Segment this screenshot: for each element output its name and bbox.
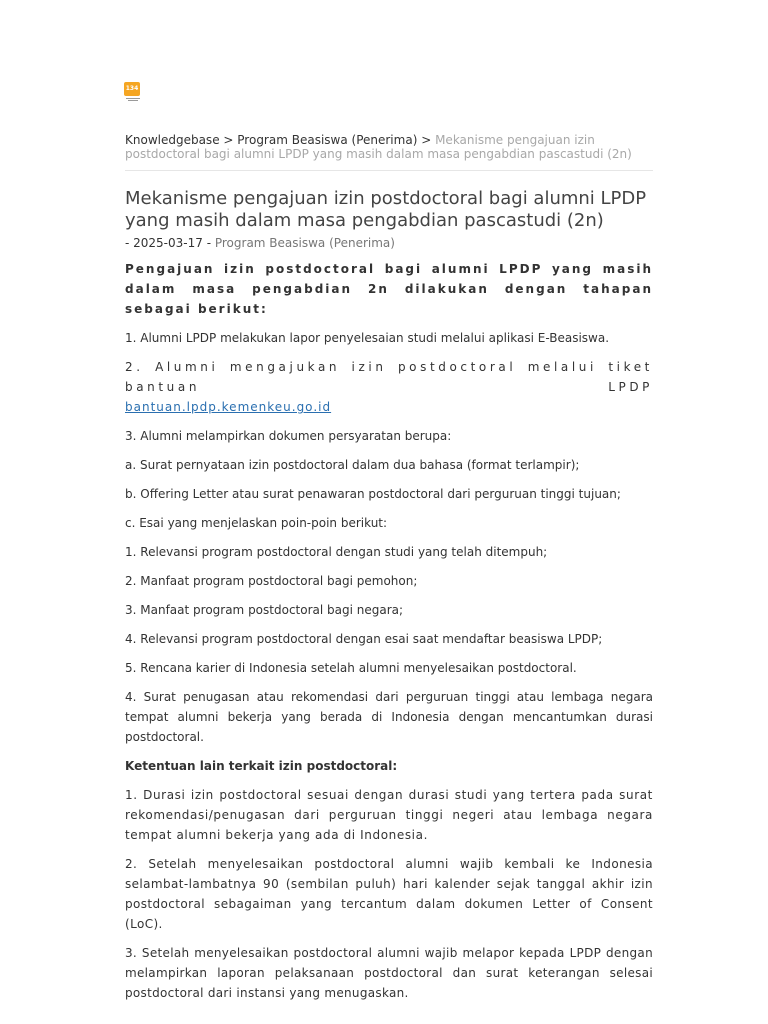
doc-c: c. Esai yang menjelaskan poin-poin berikut:	[125, 516, 388, 530]
help-ticket-link[interactable]: bantuan.lpdp.kemenkeu.go.id	[125, 400, 332, 414]
step-3: 3. Alumni melampirkan dokumen persyaratan berupa:	[125, 429, 452, 443]
article-body	[125, 259, 653, 1012]
step-2-text: 2. Alumni mengajukan izin postdoctoral melalui tiket bantuan LPDP	[125, 360, 653, 394]
step-2	[125, 357, 653, 417]
breadcrumb-category-link[interactable]: Program Beasiswa (Penerima)	[237, 133, 418, 147]
logo[interactable]	[124, 82, 144, 102]
essay-point: 2. Manfaat program postdoctoral bagi pemohon;	[125, 574, 418, 588]
doc-b: b. Offering Letter atau surat penawaran postdoctoral dari perguruan tinggi tujuan;	[125, 487, 621, 501]
page-title: Mekanisme pengajuan izin postdoctoral bagi alumni LPDP yang masih dalam masa pengabdian pascastudi (2n)	[125, 188, 647, 231]
logo-badge: 134	[124, 82, 140, 96]
logo-caption-line	[128, 100, 138, 101]
essay-point: 5. Rencana karier di Indonesia setelah alumni menyelesaikan postdoctoral.	[125, 661, 577, 675]
essay-point: 3. Manfaat program postdoctoral bagi negara;	[125, 603, 404, 617]
intro-paragraph: Pengajuan izin postdoctoral bagi alumni LPDP yang masih dalam masa pengabdian 2n dilakukan dengan tahapan sebagai berikut:	[125, 262, 653, 316]
step-1: 1. Alumni LPDP melakukan lapor penyelesaian studi melalui aplikasi E-Beasiswa.	[125, 331, 610, 345]
breadcrumb-separator: >	[421, 133, 436, 147]
other-rules-heading: Ketentuan lain terkait izin postdoctoral:	[125, 759, 398, 773]
essay-point: 1. Relevansi program postdoctoral dengan studi yang telah ditempuh;	[125, 545, 548, 559]
rule-1: 1. Durasi izin postdoctoral sesuai dengan durasi studi yang tertera pada surat rekomendasi/penugasan dari perguruan tinggi negeri atau lembaga negara tempat alumni bekerja yang ada di Indonesia.	[125, 788, 653, 842]
logo-caption-line	[126, 98, 140, 99]
article-category-link[interactable]: Program Beasiswa (Penerima)	[214, 236, 395, 250]
rule-3: 3. Setelah menyelesaikan postdoctoral alumni wajib melapor kepada LPDP dengan melampirkan laporan pelaksanaan postdoctoral dan surat keterangan selesai postdoctoral dari instansi yang menugaskan.	[125, 946, 653, 1000]
doc-a: a. Surat pernyataan izin postdoctoral dalam dua bahasa (format terlampir);	[125, 458, 580, 472]
breadcrumb-root-link[interactable]: Knowledgebase	[125, 133, 220, 147]
breadcrumb-current: Mekanisme pengajuan izin postdoctoral bagi alumni LPDP yang masih dalam masa pengabdian pascastudi (2n)	[125, 133, 632, 161]
divider	[125, 170, 653, 171]
rule-2: 2. Setelah menyelesaikan postdoctoral alumni wajib kembali ke Indonesia selambat-lambatnya 90 (sembilan puluh) hari kalender sejak tanggal akhir izin postdoctoral sebagaiman yang tercantum dalam dokumen Letter of Consent (LoC).	[125, 857, 653, 931]
breadcrumb	[125, 133, 653, 161]
article-date: - 2025-03-17 -	[125, 236, 212, 250]
breadcrumb-separator: >	[223, 133, 238, 147]
essay-point: 4. Relevansi program postdoctoral dengan esai saat mendaftar beasiswa LPDP;	[125, 632, 603, 646]
article-meta	[125, 236, 395, 250]
step-4: 4. Surat penugasan atau rekomendasi dari perguruan tinggi atau lembaga negara tempat alumni bekerja yang berada di Indonesia dengan mencantumkan durasi postdoctoral.	[125, 690, 653, 744]
